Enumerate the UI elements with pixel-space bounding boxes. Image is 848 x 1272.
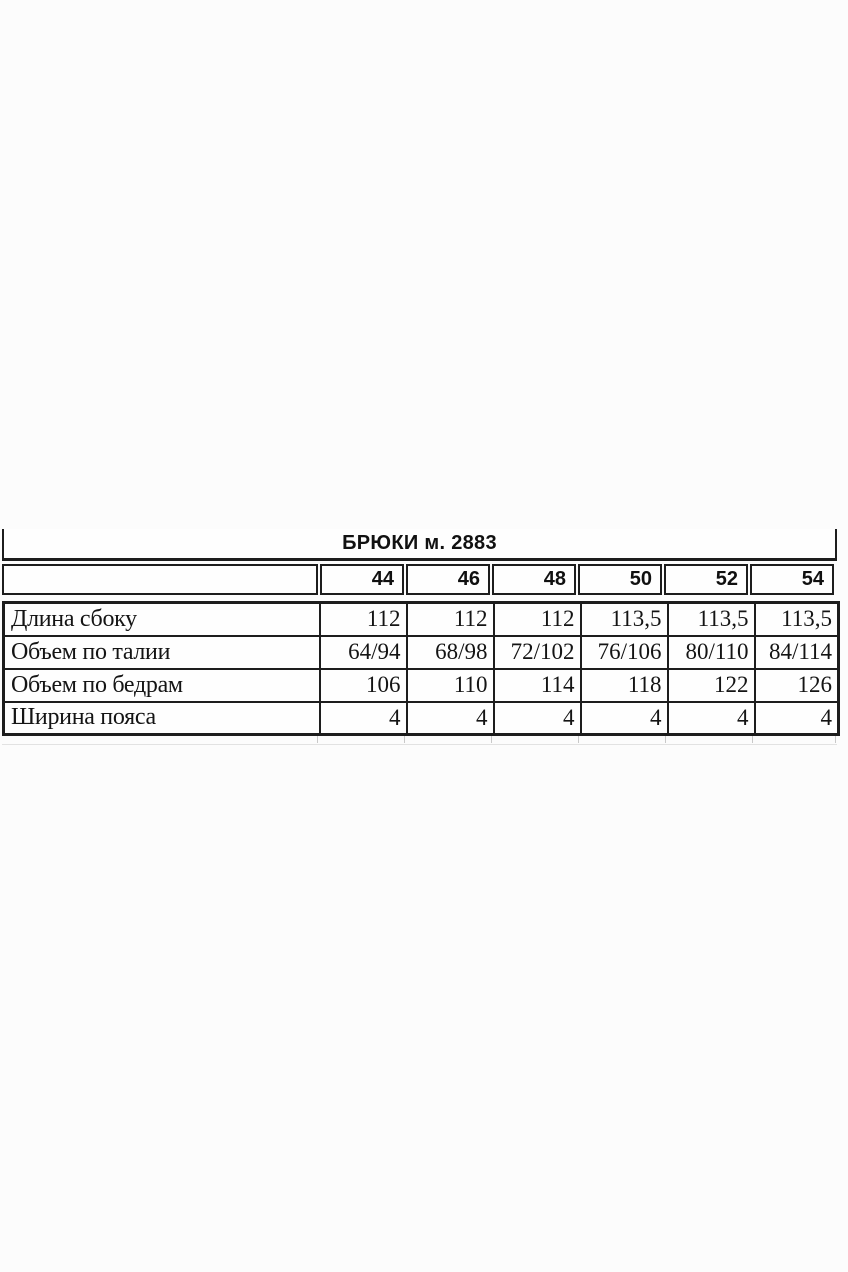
table-row-hips	[4, 669, 839, 702]
value-cell: 112	[407, 603, 494, 636]
value-cell: 80/110	[668, 636, 755, 669]
value-cell: 4	[320, 702, 407, 735]
table-row-belt-width	[4, 702, 839, 735]
value-cell: 4	[581, 702, 668, 735]
value-cell: 76/106	[581, 636, 668, 669]
header-size-54: 54	[750, 564, 834, 595]
value-cell: 112	[320, 603, 407, 636]
size-chart-table	[2, 529, 837, 745]
value-cell: 106	[320, 669, 407, 702]
row-label: Ширина пояса	[4, 702, 320, 735]
header-size-48: 48	[492, 564, 576, 595]
header-size-52: 52	[664, 564, 748, 595]
row-label: Объем по талии	[4, 636, 320, 669]
value-cell: 114	[494, 669, 581, 702]
value-cell: 4	[668, 702, 755, 735]
row-label: Длина сбоку	[4, 603, 320, 636]
value-cell: 112	[494, 603, 581, 636]
table-title: БРЮКИ м. 2883	[342, 532, 497, 554]
value-cell: 113,5	[668, 603, 755, 636]
header-size-46: 46	[406, 564, 490, 595]
measurements-grid	[2, 601, 840, 736]
value-cell: 4	[755, 702, 839, 735]
table-row-side-length	[4, 603, 839, 636]
header-empty-cell	[2, 564, 318, 595]
value-cell: 64/94	[320, 636, 407, 669]
value-cell: 68/98	[407, 636, 494, 669]
value-cell: 72/102	[494, 636, 581, 669]
value-cell: 110	[407, 669, 494, 702]
value-cell: 113,5	[755, 603, 839, 636]
row-label: Объем по бедрам	[4, 669, 320, 702]
value-cell: 84/114	[755, 636, 839, 669]
size-header-row	[2, 564, 837, 595]
header-size-50: 50	[578, 564, 662, 595]
faint-gridline-remnants	[2, 736, 837, 745]
value-cell: 118	[581, 669, 668, 702]
value-cell: 4	[407, 702, 494, 735]
table-row-waist	[4, 636, 839, 669]
value-cell: 126	[755, 669, 839, 702]
value-cell: 113,5	[581, 603, 668, 636]
value-cell: 122	[668, 669, 755, 702]
value-cell: 4	[494, 702, 581, 735]
header-size-44: 44	[320, 564, 404, 595]
table-title-row	[2, 529, 837, 561]
